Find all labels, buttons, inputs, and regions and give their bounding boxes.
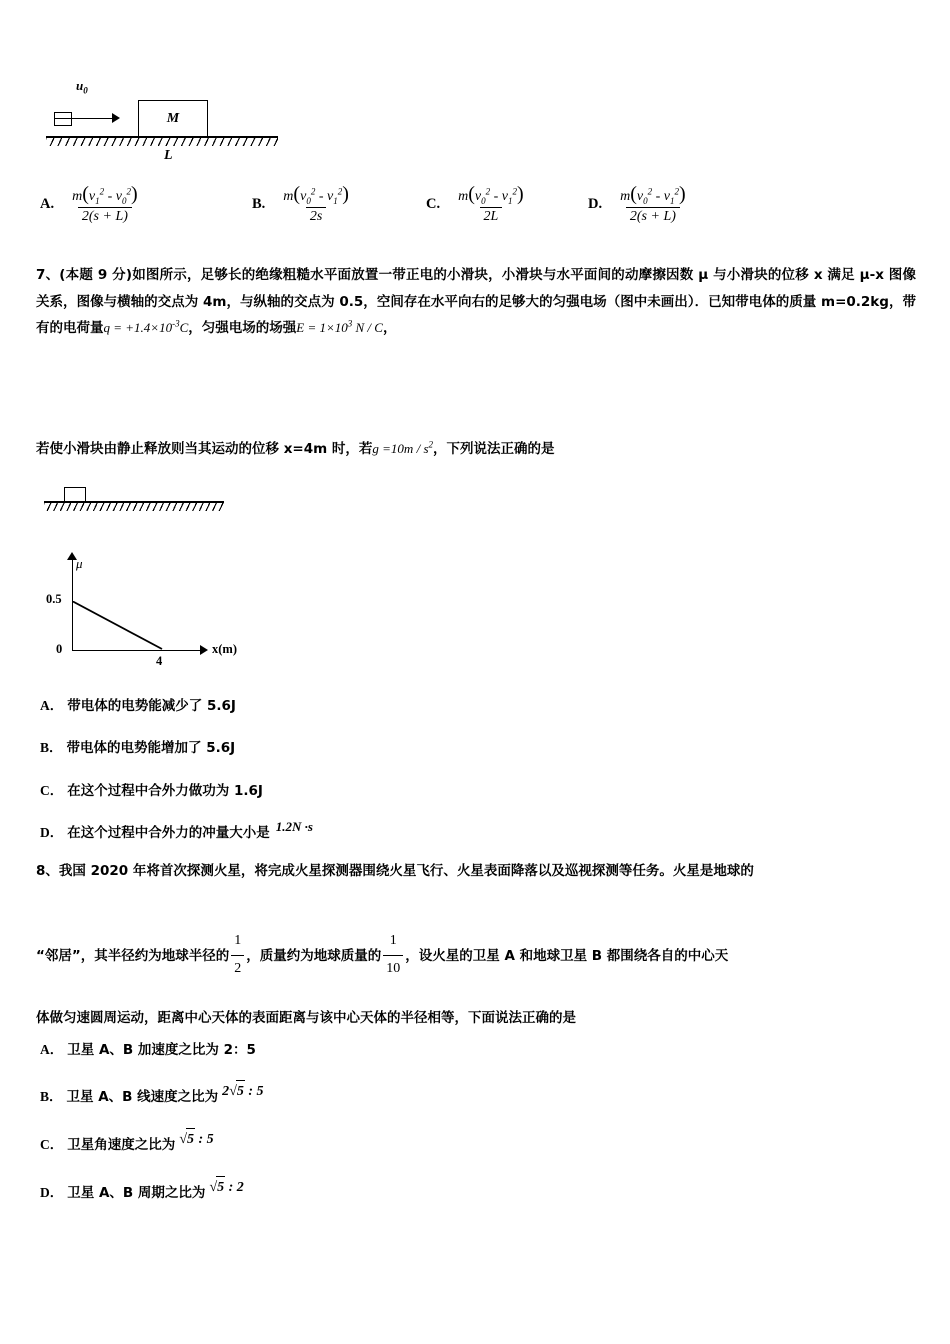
- y-axis-tick-value: 0.5: [46, 592, 62, 606]
- question-8-options: [40, 1040, 920, 1230]
- q8-option-b-math: 2√5 : 5: [222, 1084, 263, 1099]
- question6-options: [40, 183, 920, 239]
- figure-block-on-surface: [40, 78, 340, 178]
- figure-arrow-head: [112, 113, 120, 123]
- question-8-statement-3: 体做匀速圆周运动，距离中心天体的表面距离与该中心天体的半径相等，下面说法正确的是: [36, 1010, 576, 1026]
- x-axis-tick-value: 4: [156, 654, 163, 668]
- question-8-statement: 我国 2020 年将首次探测火星，将完成火星探测器围绕火星飞行、火星表面降落以及巡视探测等任务。火星是地球的: [58, 863, 754, 879]
- question-8-statement-2b: ，质量约为地球质量的: [246, 948, 382, 965]
- question-8-statement-2c: ，设火星的卫星 A 和地球卫星 B 都围绕各自的中心天: [405, 948, 729, 965]
- figure-block-M: M: [138, 100, 208, 138]
- option-c[interactable]: C. $\frac{m(v_0^2 - v_1^2)}{2L}$: [426, 183, 528, 225]
- figure-q7-ground-hatch: [44, 502, 224, 511]
- q8-option-b[interactable]: B． 卫星 A、B 线速度之比为 2√5 : 5: [40, 1086, 920, 1108]
- option-a[interactable]: A. $\frac{m(v_1^2 - v_0^2)}{2(s + L)}$: [40, 183, 142, 225]
- q7-option-b[interactable]: B． 带电体的电势能增加了 5.6J: [40, 740, 236, 757]
- figure-velocity-label: $u_0$: [76, 78, 88, 96]
- question-7-statement-3: ，: [382, 320, 397, 337]
- q7-option-d[interactable]: D． 在这个过程中合外力的冲量大小是 1.2N ·s: [40, 818, 313, 841]
- fraction-one-tenth: $\frac{1}{10}$: [383, 928, 403, 982]
- option-b-fraction: $\frac{m(v_0^2 - v_1^2)}{2s}$: [283, 183, 349, 224]
- question-7-statement-4: 若使小滑块由静止释放则当其运动的位移 x=4m 时，若: [36, 441, 373, 457]
- figure-mu-x-graph: [46, 552, 276, 667]
- question-7-head: (本题 9 分): [59, 267, 133, 283]
- question-8-text-continued-2: [36, 1005, 916, 1032]
- option-b[interactable]: B. $\frac{m(v_0^2 - v_1^2)}{2s}$: [252, 183, 353, 225]
- q7-option-d-math: 1.2N ·s: [275, 818, 313, 834]
- q8-option-d-math: √5 : 2: [209, 1180, 243, 1195]
- question-8-text-continued: [36, 930, 916, 984]
- question-7-text-continued: [36, 436, 916, 463]
- q8-option-c[interactable]: C． 卫星角速度之比为 √5 : 5: [40, 1134, 920, 1156]
- question-8-statement-2a: “邻居”，其半径约为地球半径的: [36, 948, 230, 965]
- x-axis-arrow: [200, 645, 208, 655]
- q8-option-d[interactable]: D． 卫星 A、B 周期之比为 √5 : 2: [40, 1182, 920, 1204]
- q7-option-a[interactable]: A． 带电体的电势能减少了 5.6J: [40, 698, 236, 714]
- question-7-number: 7、: [36, 267, 60, 283]
- figure-small-box: [54, 112, 72, 126]
- x-axis-label: x(m): [212, 642, 237, 656]
- question-7-statement: 如图所示，足够长的绝缘粗糙水平面放置一带正电的小滑块，小滑块与水平面间的动摩擦因数 μ 与小滑块的位移 x 满足 μ-x 图像关系，图像与横轴的交点为 4m，与纵轴的交点为 0.5，空间存在水平向右的足够大的匀强电场（图中未画出）．已知带电体的质量 m=0.2kg，带有的电荷量: [36, 267, 916, 337]
- origin-label: 0: [56, 642, 63, 656]
- option-a-fraction: $\frac{m(v_1^2 - v_0^2)}{2(s + L)}$: [72, 183, 138, 224]
- option-d[interactable]: D. $\frac{m(v_0^2 - v_1^2)}{2(s + L)}$: [588, 183, 690, 225]
- q8-option-a[interactable]: A． 卫星 A、B 加速度之比为 2：5: [40, 1042, 256, 1058]
- question-7-gravity-formula: $g =10m / s^2$: [372, 439, 433, 456]
- option-c-fraction: $\frac{m(v_0^2 - v_1^2)}{2L}$: [458, 183, 524, 224]
- y-axis-label: μ: [76, 556, 83, 571]
- figure-q7-block-ground: [44, 487, 244, 527]
- x-axis-line: [72, 650, 202, 651]
- question-7-text: [36, 262, 916, 342]
- question-7-field-formula: $E = 1\times 10^3$ N / C: [296, 318, 383, 336]
- q8-option-c-math: √5 : 5: [179, 1132, 213, 1147]
- question-7-statement-2: ，匀强电场的场强: [188, 320, 297, 337]
- question-8-text: [36, 858, 916, 885]
- mu-x-line: [72, 601, 164, 650]
- fraction-one-half: $\frac{1}{2}$: [231, 928, 244, 982]
- question-7-options: [40, 696, 920, 865]
- question-8-number: 8、: [36, 863, 59, 879]
- q7-option-c[interactable]: C． 在这个过程中合外力做功为 1.6J: [40, 782, 263, 799]
- figure-length-label: L: [164, 148, 173, 163]
- question-7-statement-5: ，下列说法正确的是: [433, 441, 555, 457]
- figure-ground-hatch: [46, 137, 278, 146]
- question-7-charge-formula: $q = +1.4\times 10^{-3}C$: [103, 318, 189, 336]
- figure-arrow-line: [54, 118, 116, 119]
- option-d-fraction: $\frac{m(v_0^2 - v_1^2)}{2(s + L)}$: [620, 183, 686, 224]
